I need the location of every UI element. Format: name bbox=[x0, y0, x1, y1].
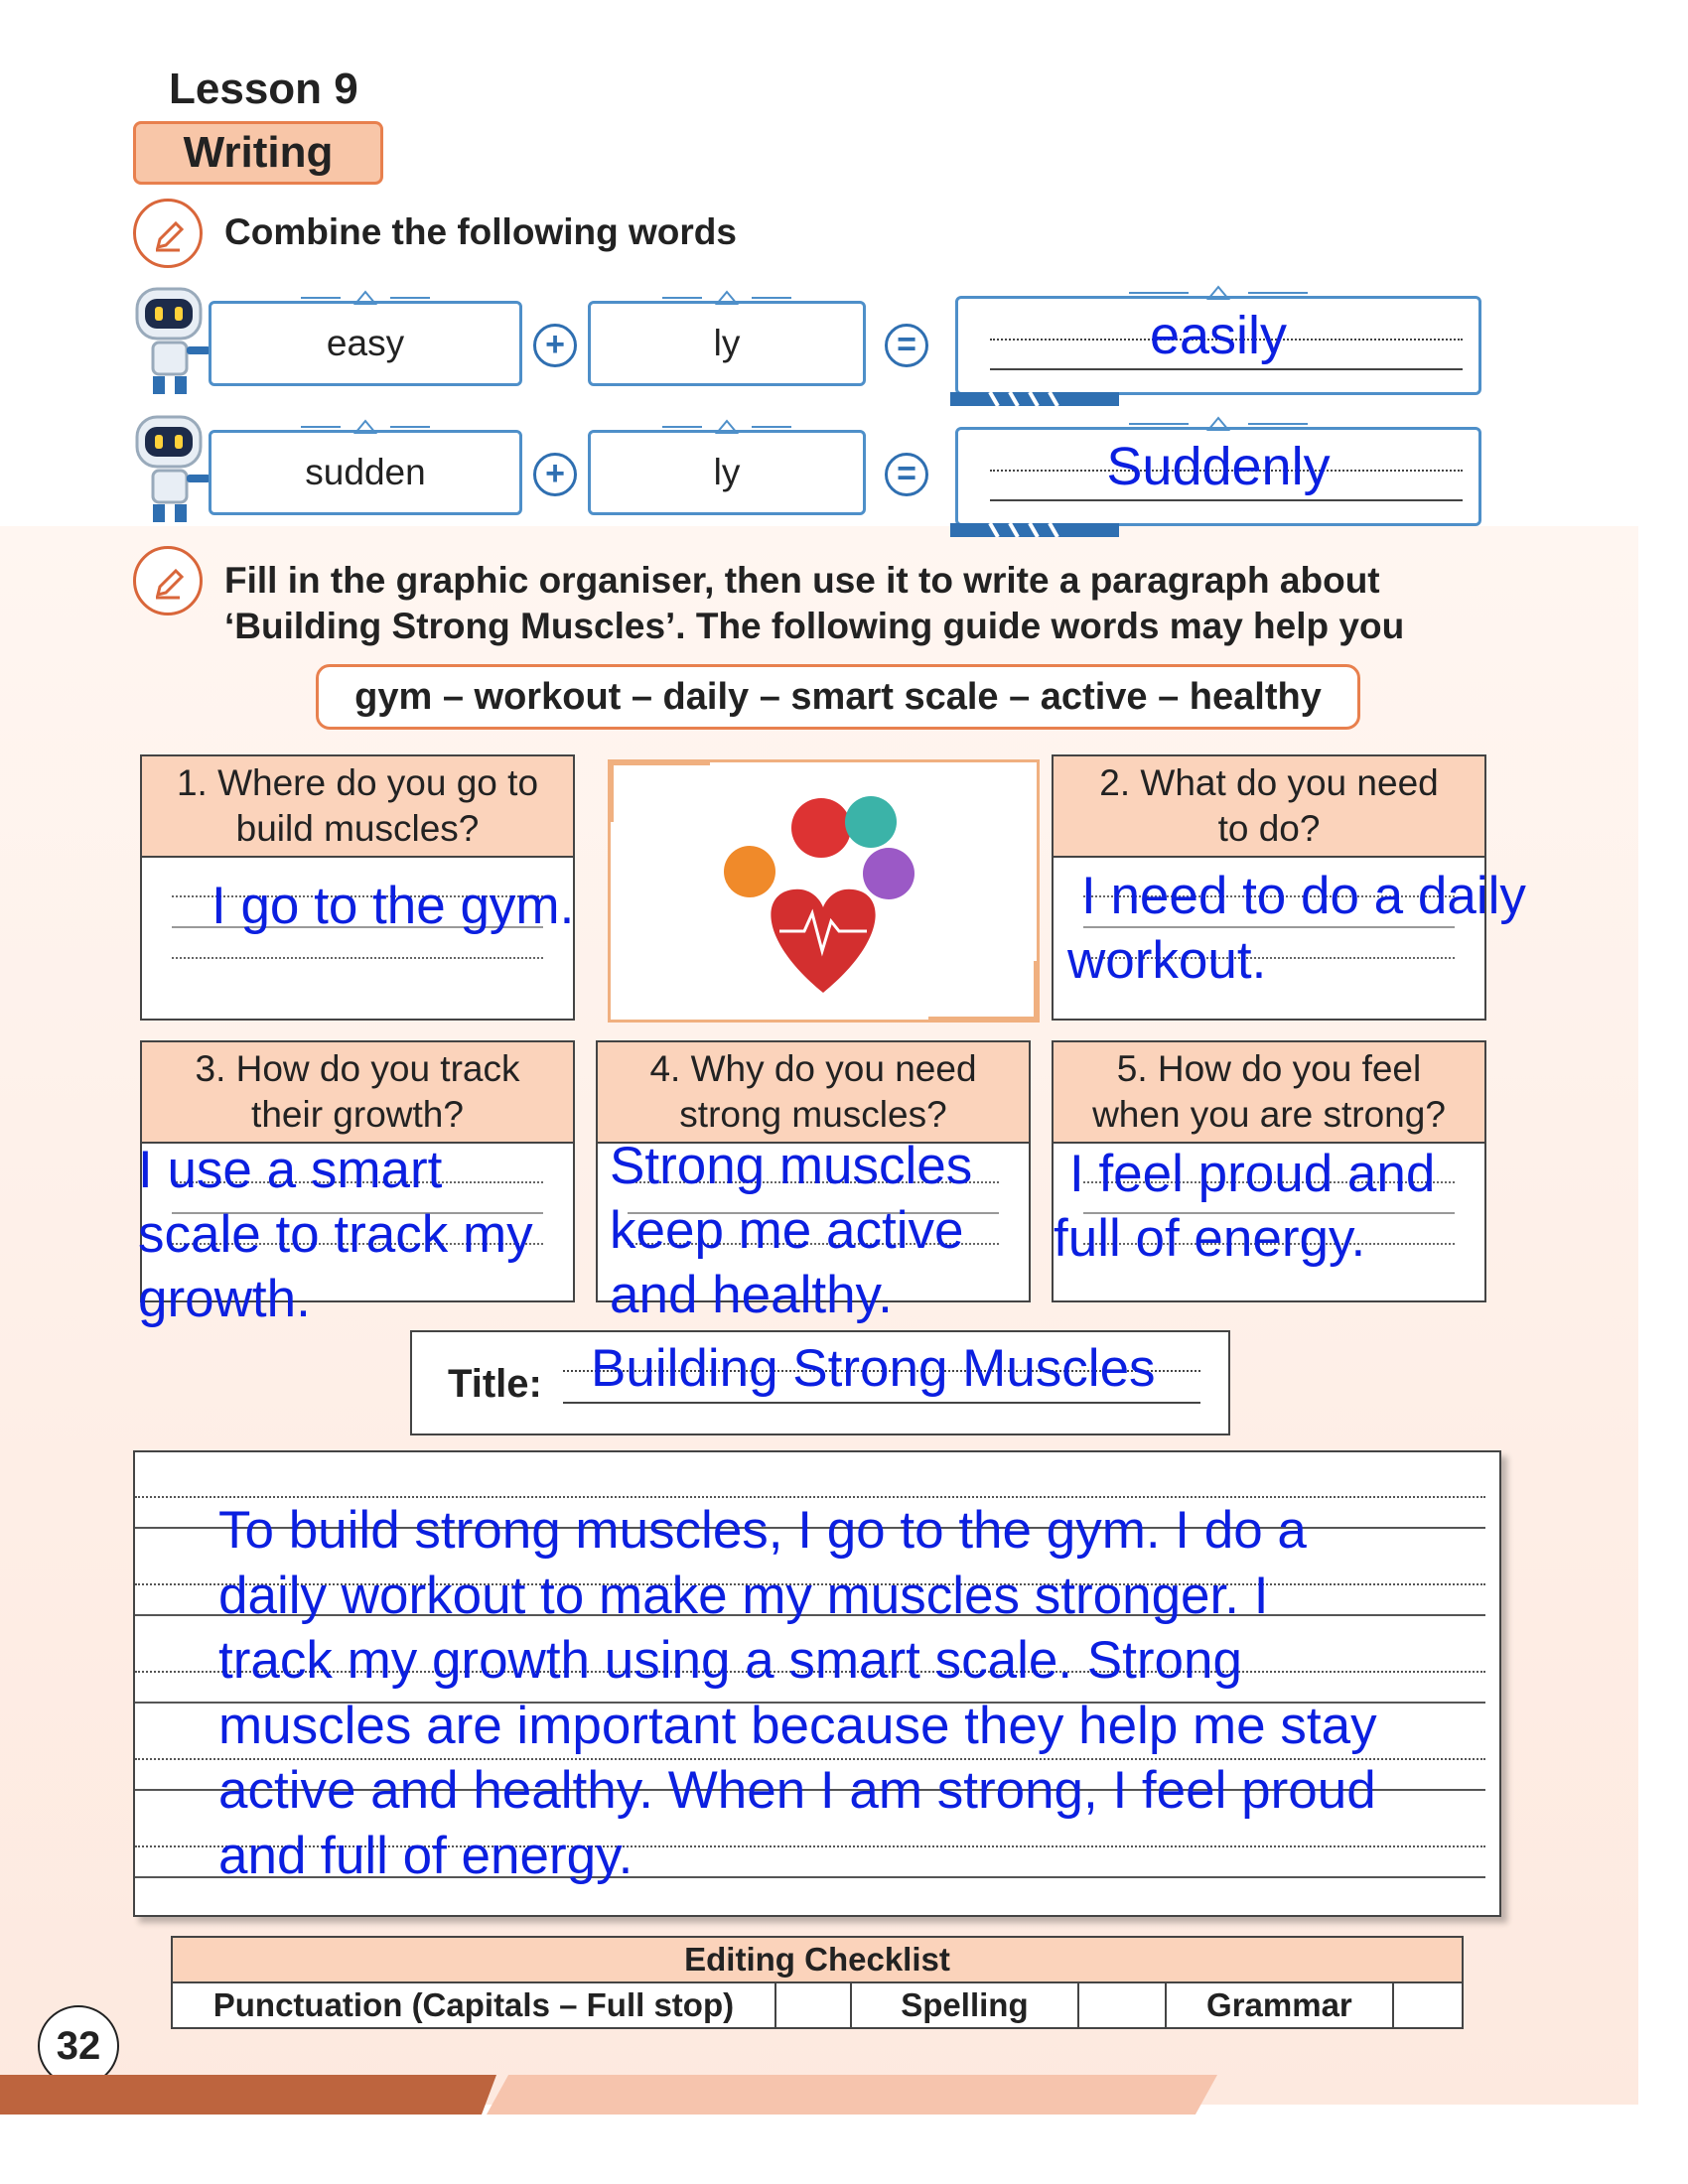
ornament-icon bbox=[662, 419, 791, 435]
plus-icon: + bbox=[533, 453, 577, 496]
answer-line: and healthy. bbox=[610, 1266, 893, 1324]
paragraph-line: and full of energy. bbox=[218, 1826, 633, 1885]
answer-line: scale to track my bbox=[138, 1205, 533, 1264]
answer-line: full of energy. bbox=[1054, 1209, 1366, 1268]
question-header bbox=[142, 756, 573, 858]
title-label: Title: bbox=[448, 1362, 542, 1406]
handwritten-answer bbox=[1067, 864, 1526, 993]
paragraph-line: daily workout to make my muscles stronger. I bbox=[218, 1566, 1269, 1625]
lesson-label: Lesson 9 bbox=[169, 65, 358, 113]
pencil-icon bbox=[133, 546, 203, 615]
answer-line: growth. bbox=[138, 1270, 311, 1328]
exercise1-instruction: Combine the following words bbox=[224, 211, 737, 252]
handwritten-answer: I go to the gym. bbox=[211, 877, 575, 935]
question-text: to do? bbox=[1217, 808, 1321, 849]
handwritten-answer: easily bbox=[1149, 306, 1288, 365]
base-word-box bbox=[209, 301, 522, 386]
paragraph-line: muscles are important because they help me stay bbox=[218, 1696, 1377, 1755]
question-box-4 bbox=[596, 1040, 1031, 1324]
page-number: 32 bbox=[38, 2005, 119, 2087]
handwritten-paragraph bbox=[218, 1498, 1450, 1888]
guide-words: gym – workout – daily – smart scale – active – healthy bbox=[316, 664, 1360, 730]
robot-icon bbox=[131, 411, 220, 526]
title-box bbox=[410, 1330, 1230, 1435]
checkbox-grammar[interactable] bbox=[1393, 1982, 1463, 2028]
checklist-heading: Editing Checklist bbox=[172, 1937, 1463, 1982]
base-word: sudden bbox=[305, 452, 426, 492]
instruction-line: ‘Building Strong Muscles’. The following guide words may help you bbox=[224, 606, 1405, 646]
section-title: Writing bbox=[133, 121, 383, 185]
answer-line: workout. bbox=[1067, 931, 1267, 990]
paragraph-line: track my growth using a smart scale. Strong bbox=[218, 1631, 1242, 1690]
question-text: build muscles? bbox=[235, 808, 480, 849]
suffix-box bbox=[588, 301, 866, 386]
checklist-item-spelling: Spelling bbox=[851, 1982, 1078, 2028]
question-text: when you are strong? bbox=[1092, 1094, 1446, 1135]
checklist-item-punctuation: Punctuation (Capitals – Full stop) bbox=[172, 1982, 775, 2028]
question-text: 4. Why do you need bbox=[649, 1048, 977, 1089]
question-text: 1. Where do you go to bbox=[176, 762, 539, 803]
footer-bar bbox=[0, 2075, 496, 2115]
paragraph-line: active and healthy. When I am strong, I feel proud bbox=[218, 1761, 1376, 1820]
handwritten-answer bbox=[138, 1138, 533, 1331]
ornament-icon bbox=[301, 419, 430, 435]
answer-line: I feel proud and bbox=[1069, 1145, 1436, 1203]
question-header bbox=[1054, 1042, 1484, 1144]
plus-icon: + bbox=[533, 324, 577, 367]
answer-line: I need to do a daily bbox=[1081, 867, 1526, 925]
question-header bbox=[142, 1042, 573, 1144]
question-box-1 bbox=[140, 754, 575, 1021]
ornament-icon bbox=[301, 290, 430, 306]
checkbox-spelling[interactable] bbox=[1078, 1982, 1166, 2028]
suffix: ly bbox=[713, 452, 741, 492]
paragraph-box bbox=[133, 1450, 1501, 1917]
heart-icon bbox=[611, 762, 1037, 1020]
question-text: 5. How do you feel bbox=[1116, 1048, 1422, 1089]
ornament-icon bbox=[662, 290, 791, 306]
handwritten-answer bbox=[610, 1134, 972, 1327]
stripe-decoration bbox=[950, 523, 1119, 537]
answer-line: I use a smart bbox=[138, 1141, 443, 1199]
question-box-5 bbox=[1052, 1040, 1486, 1302]
equals-icon: = bbox=[885, 324, 928, 367]
question-text: strong muscles? bbox=[679, 1094, 947, 1135]
ornament-icon bbox=[1129, 285, 1308, 301]
ornament-icon bbox=[1129, 416, 1308, 432]
instruction-line: Fill in the graphic organiser, then use it to write a paragraph about bbox=[224, 560, 1380, 601]
editing-checklist bbox=[171, 1936, 1464, 2029]
answer-box bbox=[955, 427, 1481, 526]
handwritten-answer: Suddenly bbox=[1106, 437, 1331, 496]
base-word-box bbox=[209, 430, 522, 515]
question-text: 2. What do you need bbox=[1099, 762, 1439, 803]
answer-line: keep me active bbox=[610, 1201, 964, 1260]
handwritten-title: Building Strong Muscles bbox=[591, 1339, 1156, 1398]
question-text: 3. How do you track bbox=[195, 1048, 520, 1089]
handwritten-answer bbox=[1054, 1142, 1435, 1271]
checklist-item-grammar: Grammar bbox=[1166, 1982, 1393, 2028]
question-header bbox=[598, 1042, 1029, 1144]
suffix-box bbox=[588, 430, 866, 515]
paragraph-line: To build strong muscles, I go to the gym. I do a bbox=[218, 1501, 1307, 1560]
answer-box bbox=[955, 296, 1481, 395]
question-text: their growth? bbox=[251, 1094, 464, 1135]
checkbox-punctuation[interactable] bbox=[775, 1982, 851, 2028]
equals-icon: = bbox=[885, 453, 928, 496]
question-box-2 bbox=[1052, 754, 1526, 1021]
health-illustration bbox=[608, 759, 1040, 1023]
exercise2-instruction bbox=[224, 558, 1404, 649]
suffix: ly bbox=[713, 323, 741, 363]
stripe-decoration bbox=[950, 392, 1119, 406]
base-word: easy bbox=[326, 323, 405, 363]
pencil-icon bbox=[133, 199, 203, 268]
answer-line: Strong muscles bbox=[610, 1137, 973, 1195]
footer-bar bbox=[487, 2075, 1217, 2115]
question-header bbox=[1054, 756, 1484, 858]
robot-icon bbox=[131, 283, 220, 398]
